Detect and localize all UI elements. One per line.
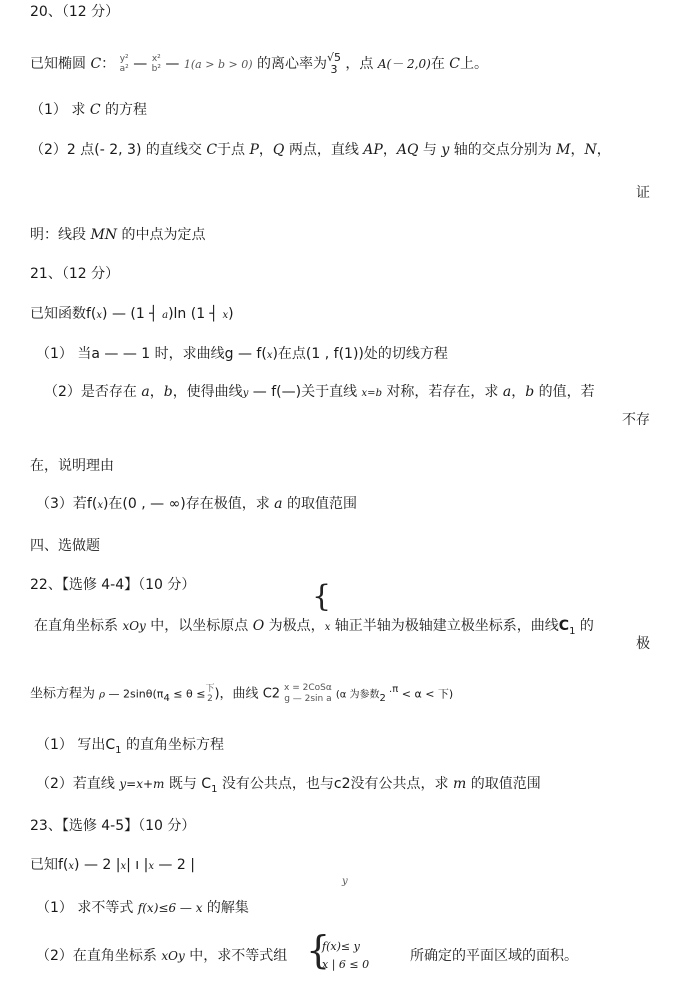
q23-part2-tail: 所确定的平面区域的面积。 — [410, 948, 578, 964]
q20-stem: 已知椭圆 C： y² a² — x² b² — 1(a > b > 0) 的离心率为 √5 3 ，点 A(－ 2,0)在 C上。 — [30, 51, 488, 76]
q22-part1: （1） 写出$C_1$ 的直角坐标方程 — [36, 737, 224, 756]
q21-header: 21、（12 分） — [30, 266, 120, 282]
q22-stem-right: 极 — [636, 636, 650, 652]
q23-stem: 已知f(x) — 2 |x| ı |x — 2 | — [30, 857, 195, 873]
q22-stem: 在直角坐标系 xOy 中，以坐标原点 O 为极点，x 轴正半轴为极轴建立极坐标系，曲线$C_1$ 的 — [34, 618, 594, 637]
q20-part2-cont: 明：线段 MN 的中点为定点 — [30, 227, 206, 243]
q23-header: 23、【选修 4-5】（10 分） — [30, 818, 196, 834]
system-brace: { — [306, 928, 331, 972]
fraction-y2-a2: y² a² — [119, 54, 129, 74]
pi-over-2-fraction: 下 2 — [205, 683, 215, 704]
stray-variable: y — [342, 876, 348, 887]
system-top-inequality: f(x)≤ y — [322, 940, 360, 953]
q21-part2-cont: 在，说明理由 — [30, 458, 114, 474]
q20-header — [30, 2, 119, 22]
q22-header: 22、【选修 4-4】（10 分） — [30, 577, 196, 593]
q20-score: 、（12 分） — [47, 4, 120, 20]
q20-part2-right: 证 — [636, 185, 650, 201]
q22-part2: （2）若直线 y=x+m 既与 $C_1$ 没有公共点，也与c2没有公共点，求 m 的取值范围 — [36, 776, 541, 795]
q23-part2: （2）在直角坐标系 xOy 中，求不等式组 — [36, 948, 288, 964]
q23-part1: （1） 求不等式 f(x)≤6 — x 的解集 — [36, 900, 249, 916]
section-heading: 四、选做题 — [30, 538, 100, 554]
eccentricity-fraction: √5 3 — [326, 51, 341, 76]
q20-part1: （1） 求 C 的方程 — [30, 102, 147, 118]
brace-symbol: { — [312, 579, 332, 614]
q21-stem: 已知函数f(x) — (1 ┤ a)ln (1 ┤ x) — [30, 306, 234, 322]
system-bottom-inequality: x | 6 ≤ 0 — [322, 958, 370, 971]
q21-part2: （2）是否存在 a，b，使得曲线y — f(—)关于直线 x=b 对称，若存在，求 a，b 的值，若 — [44, 384, 595, 400]
q21-part3: （3）若f(x)在(0 , — ∞)存在极值，求 a 的取值范围 — [36, 496, 357, 512]
q21-part2-right: 不存 — [622, 412, 650, 428]
fraction-x2-b2: x² b² — [151, 54, 161, 74]
q20-number: 20 — [30, 4, 48, 20]
q22-polar-line: 坐标方程为 ρ — $2\sin\theta(\pi_4 \le \theta$ ≤ 下 2 )，曲线 C2 x = 2CoSα g — 2sin a (α 为参数$_2$ $^{.\pi}$ < α < 下) — [30, 682, 454, 704]
q20-part2: （2）2 点(- 2, 3) 的直线交 C于点 P，Q 两点，直线 AP，AQ 与 y 轴的交点分别为 M，N， — [30, 142, 611, 158]
parametric-system: x = 2CoSα g — 2sin a — [284, 682, 332, 704]
q21-part1: （1） 当a — — 1 时，求曲线g — f(x)在点(1 , f(1))处的切线方程 — [36, 346, 448, 362]
